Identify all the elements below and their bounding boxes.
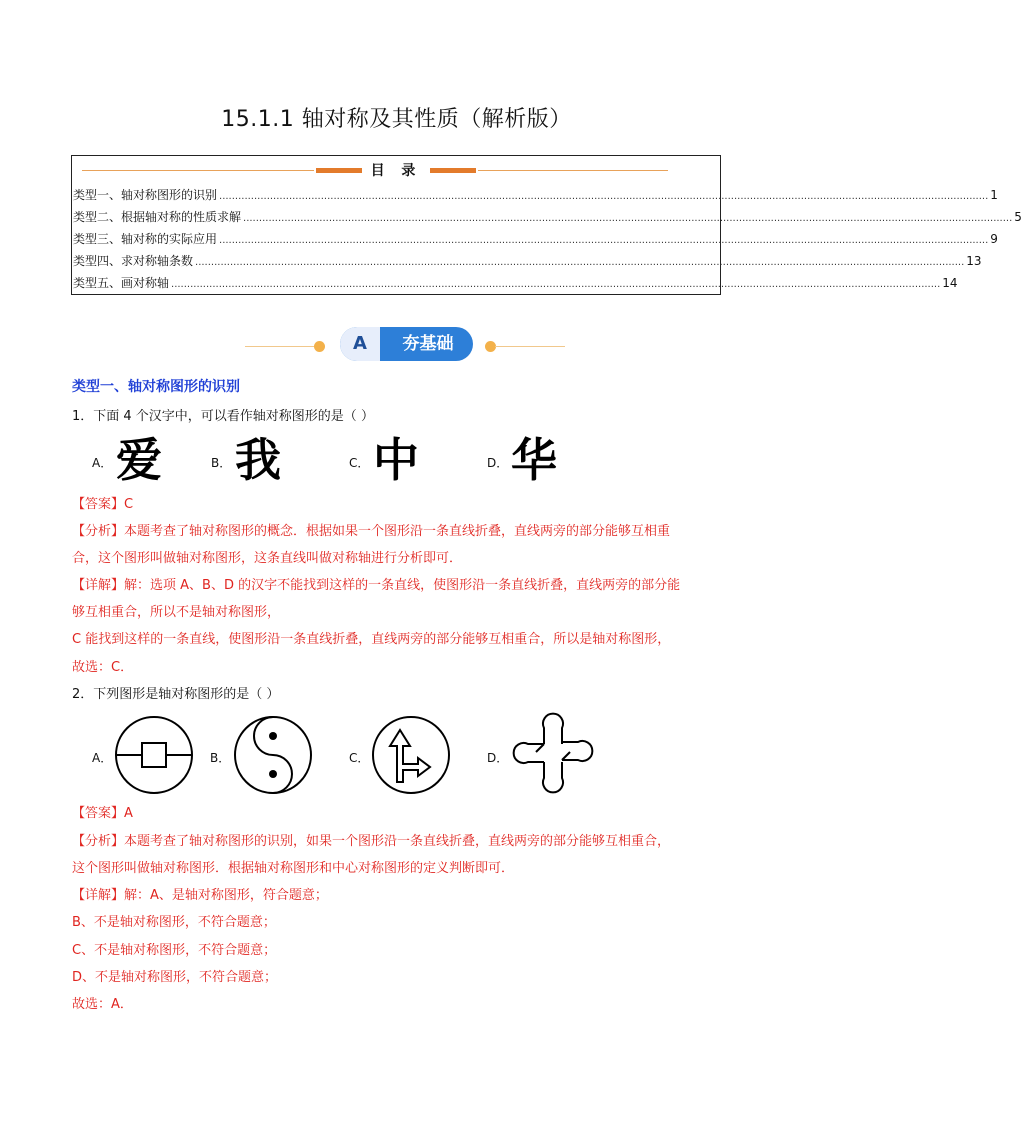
q1-detail: C 能找到这样的一条直线，使图形沿一条直线折叠，直线两旁的部分能够互相重合，所以是轴对称图形， <box>72 632 671 647</box>
four-leaf-knot-figure <box>506 710 598 798</box>
section-banner <box>225 325 570 365</box>
q2-conclusion: 故选：A． <box>72 997 133 1012</box>
banner-line-left <box>245 346 315 347</box>
document-title: 15.1.1 轴对称及其性质（解析版） <box>221 107 572 132</box>
toc-entry-label: 类型五、画对称轴 <box>73 276 170 290</box>
section-heading: 类型一、轴对称图形的识别 <box>72 379 240 395</box>
q2-option-label: A． <box>92 751 113 765</box>
q2-answer: 【答案】A <box>72 806 133 821</box>
q1-detail: 够互相重合，所以不是轴对称图形， <box>72 605 281 620</box>
traffic-sign-figure <box>368 714 454 796</box>
q1-detail: 【详解】解：选项 A、B、D 的汉字不能找到这样的一条直线，使图形沿一条直线折叠，直线两旁的部分能 <box>72 578 681 593</box>
q1-option-char: 我 <box>235 433 281 487</box>
q1-option-label: B． <box>211 456 232 470</box>
q2-detail: D、不是轴对称图形，不符合题意； <box>72 970 278 985</box>
banner-dot-left <box>314 341 325 352</box>
q1-conclusion: 故选：C． <box>72 660 134 675</box>
q1-analysis: 【分析】本题考查了轴对称图形的概念．根据如果一个图形沿一条直线折叠，直线两旁的部分能够互相重 <box>72 524 671 539</box>
q1-stem: 1．下面 4 个汉字中，可以看作轴对称图形的是（ ） <box>72 409 374 424</box>
q2-detail: C、不是轴对称图形，不符合题意； <box>72 943 277 958</box>
q2-analysis: 这个图形叫做轴对称图形．根据轴对称图形和中心对称图形的定义判断即可． <box>72 861 515 876</box>
q1-analysis: 合，这个图形叫做轴对称图形，这条直线叫做对称轴进行分析即可． <box>72 551 463 566</box>
q1-option-char: 中 <box>373 433 419 487</box>
toc-divider-right <box>478 170 668 171</box>
toc-entry-page: 5 <box>1014 210 1022 224</box>
table-of-contents <box>71 155 1022 295</box>
toc-entry-label: 类型二、根据轴对称的性质求解 <box>73 210 242 224</box>
banner-line-right <box>495 346 565 347</box>
q2-stem: 2．下列图形是轴对称图形的是（ ） <box>72 687 280 702</box>
q2-analysis: 【分析】本题考查了轴对称图形的识别，如果一个图形沿一条直线折叠，直线两旁的部分能够互相重合， <box>72 834 671 849</box>
toc-entry[interactable] <box>73 230 998 248</box>
toc-entry-label: 类型一、轴对称图形的识别 <box>73 188 218 202</box>
q1-option-char: 爱 <box>116 433 162 487</box>
toc-leader: .................................................................................................................................................................................................................................................. <box>243 213 1013 224</box>
toc-entry[interactable] <box>73 208 1022 226</box>
q2-option-label: D． <box>487 751 509 765</box>
yin-yang-figure <box>230 714 316 796</box>
q1-option-char: 华 <box>511 433 557 487</box>
toc-entry-page: 1 <box>990 188 998 202</box>
toc-entry-page: 14 <box>942 276 958 290</box>
q2-detail: B、不是轴对称图形，不符合题意； <box>72 915 276 930</box>
q2-option-label: C． <box>349 751 370 765</box>
toc-entry-page: 13 <box>966 254 982 268</box>
toc-title: 目 录 <box>370 163 422 179</box>
toc-header <box>72 160 720 178</box>
q2-detail: 【详解】解：A、是轴对称图形，符合题意； <box>72 888 328 903</box>
toc-entry[interactable] <box>73 252 982 270</box>
banner-text: 夯基础 <box>402 334 454 354</box>
banner-pill <box>340 327 473 361</box>
toc-entry[interactable] <box>73 186 998 204</box>
toc-entry-page: 9 <box>990 232 998 246</box>
banner-letter: A <box>340 327 380 361</box>
toc-entry[interactable] <box>73 274 958 292</box>
toc-accent-right <box>430 168 476 173</box>
q1-option-label: A． <box>92 456 113 470</box>
q2-option-label: B． <box>210 751 231 765</box>
toc-leader: .................................................................................................................................................................................................................................................. <box>195 257 965 268</box>
toc-leader: .................................................................................................................................................................................................................................................. <box>171 279 941 290</box>
circle-square-figure <box>112 714 198 796</box>
toc-leader: .................................................................................................................................................................................................................................................. <box>219 191 989 202</box>
q1-answer: 【答案】C <box>72 497 134 512</box>
toc-entry-label: 类型三、轴对称的实际应用 <box>73 232 218 246</box>
toc-leader: .................................................................................................................................................................................................................................................. <box>219 235 989 246</box>
q1-option-label: C． <box>349 456 370 470</box>
q1-option-label: D． <box>487 456 509 470</box>
toc-entry-label: 类型四、求对称轴条数 <box>73 254 194 268</box>
